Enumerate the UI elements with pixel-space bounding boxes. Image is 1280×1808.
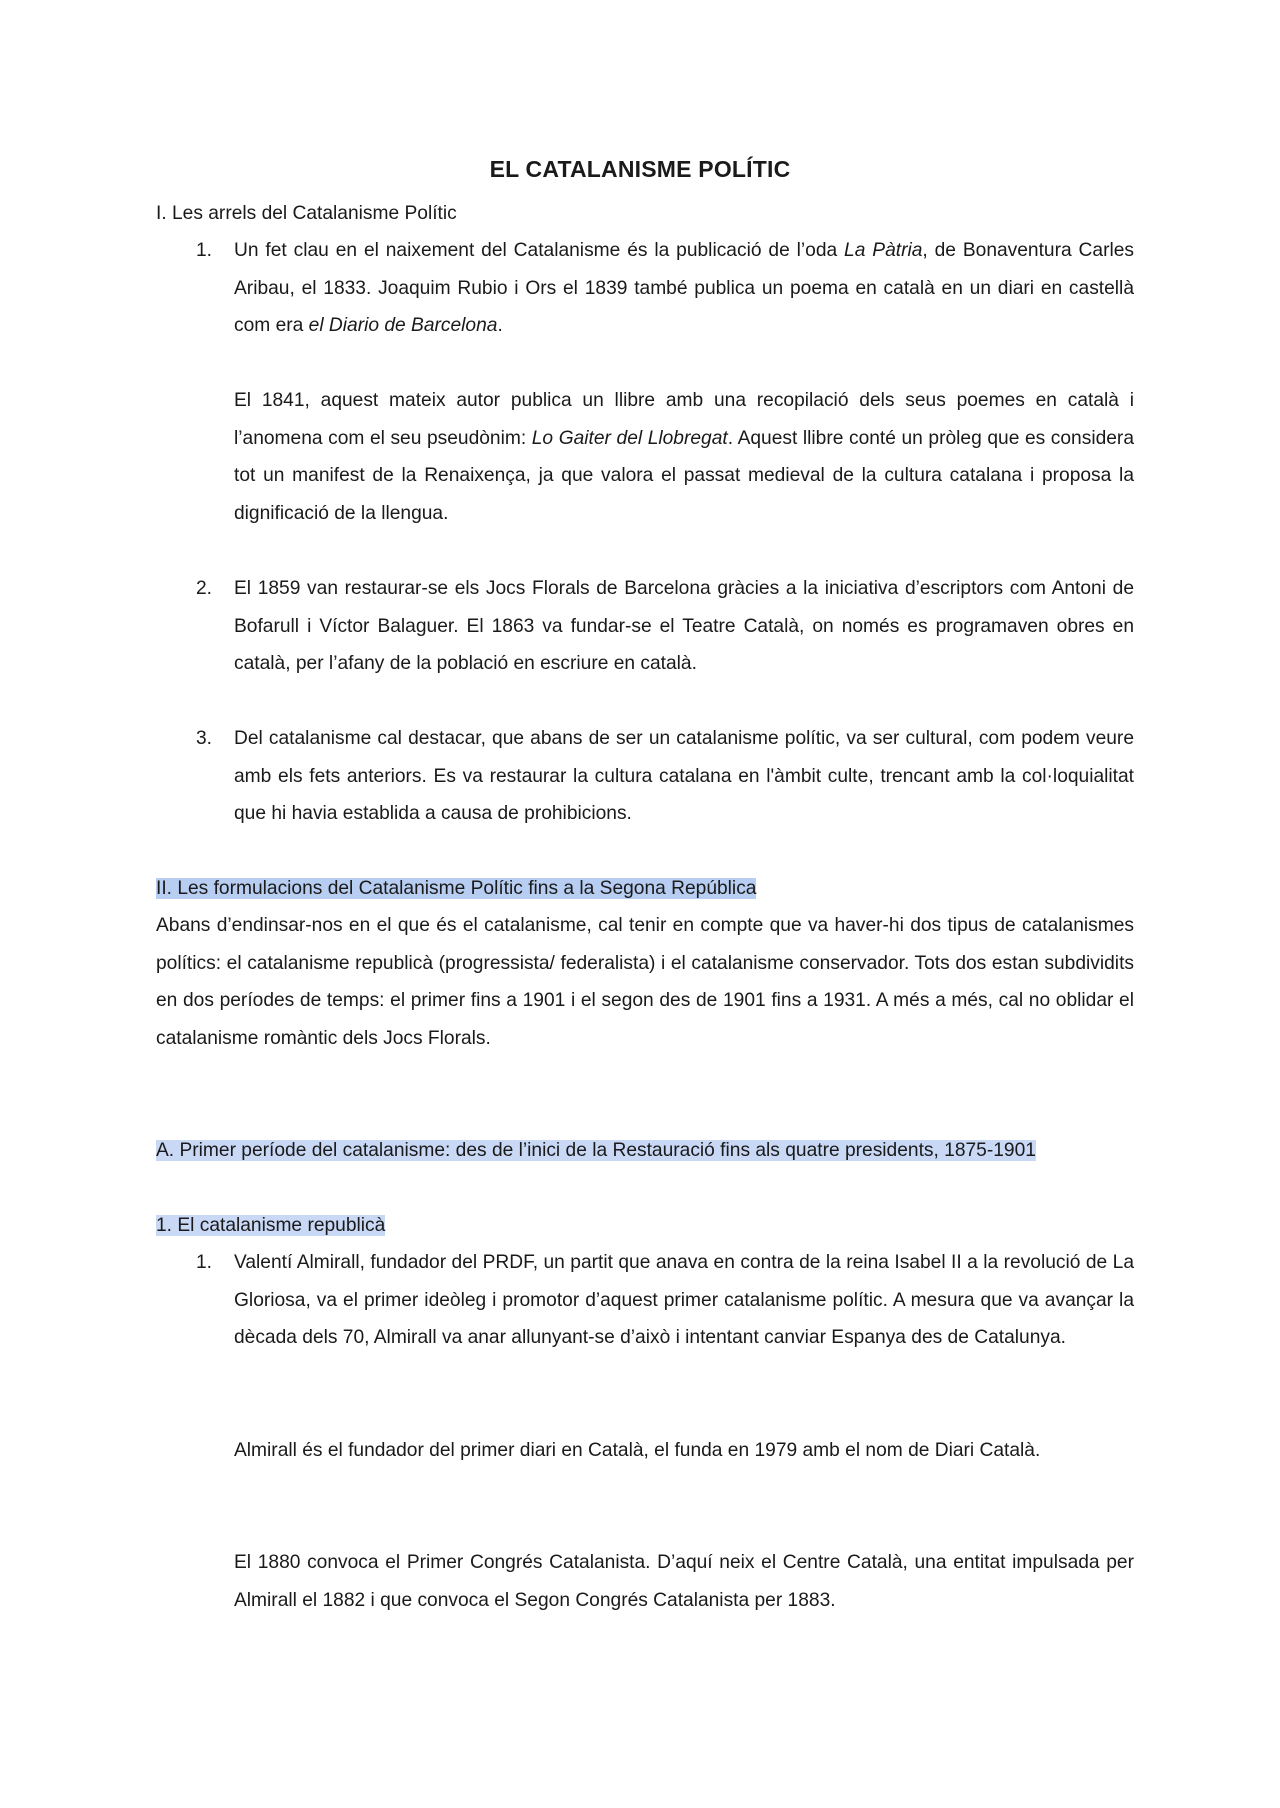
subsection-1-heading: 1. El catalanisme republicà xyxy=(156,1215,386,1236)
section-2-heading: II. Les formulacions del Catalanisme Polític fins a la Segona República xyxy=(156,878,757,899)
list-item-paragraph: El 1859 van restaurar-se els Jocs Florals de Barcelona gràcies a la iniciativa d’escriptors com Antoni de Bofarull i Víctor Balaguer. El 1863 va fundar-se el Teatre Català, on només es programaven obres en català, per l’afany de la població en escriure en català. xyxy=(234,578,1134,674)
list-item-paragraph: Un fet clau en el naixement del Catalanisme és la publicació de l’oda La Pàtria, de Bonaventura Carles Aribau, el 1833. Joaquim Rubio i Ors el 1839 també publica un poema en català en un diari en castellà com era el Diario de Barcelona. xyxy=(234,240,1134,336)
list-number: 3. xyxy=(195,728,212,749)
list-number: 1. xyxy=(195,1252,212,1273)
section-1-heading: I. Les arrels del Catalanisme Polític xyxy=(156,203,457,224)
list-item-paragraph: Almirall és el fundador del primer diari en Català, el funda en 1979 amb el nom de Diari Català. xyxy=(234,1440,1041,1461)
list-item-paragraph: Del catalanisme cal destacar, que abans de ser un catalanisme polític, va ser cultural, com podem veure amb els fets anteriors. Es va restaurar la cultura catalana en l'àmbit culte, trencant amb la col·loquialitat que hi havia establida a causa de prohibicions. xyxy=(234,728,1134,824)
newspaper-title: el Diario de Barcelona xyxy=(308,315,498,336)
work-title: La Pàtria xyxy=(844,240,923,261)
list-item-paragraph: Valentí Almirall, fundador del PRDF, un partit que anava en contra de la reina Isabel II a la revolució de La Gloriosa, va el primer ideòleg i promotor d’aquest primer catalanisme polític. A mesura que va avançar la dècada dels 70, Almirall va anar allunyant-se d’això i intentant canviar Espanya des de Catalunya. xyxy=(234,1252,1134,1348)
list-number: 1. xyxy=(195,240,212,261)
list-item-paragraph: El 1841, aquest mateix autor publica un llibre amb una recopilació dels seus poemes en català i l’anomena com el seu pseudònim: Lo Gaiter del Llobregat. Aquest llibre conté un pròleg que es considera tot un manifest de la Renaixença, ja que valora el passat medieval de la cultura catalana i proposa la dignificació de la llengua. xyxy=(234,390,1134,524)
section-2-intro: Abans d’endinsar-nos en el que és el catalanisme, cal tenir en compte que va haver-hi dos tipus de catalanismes polítics: el catalanisme republicà (progressista/ federalista) i el catalanisme conservador. Tots dos estan subdividits en dos períodes de temps: el primer fins a 1901 i el segon des de 1901 fins a 1931. A més a més, cal no oblidar el catalanisme romàntic dels Jocs Florals. xyxy=(156,915,1134,1049)
document-title: EL CATALANISME POLÍTIC xyxy=(489,156,791,182)
pseudonym: Lo Gaiter del Llobregat xyxy=(531,427,728,449)
subsection-a-heading: A. Primer període del catalanisme: des de l’inici de la Restauració fins als quatre presidents, 1875-1901 xyxy=(156,1140,1036,1161)
list-number: 2. xyxy=(195,578,212,599)
list-item-paragraph: El 1880 convoca el Primer Congrés Catalanista. D’aquí neix el Centre Català, una entitat impulsada per Almirall el 1882 i que convoca el Segon Congrés Catalanista per 1883. xyxy=(234,1552,1134,1611)
